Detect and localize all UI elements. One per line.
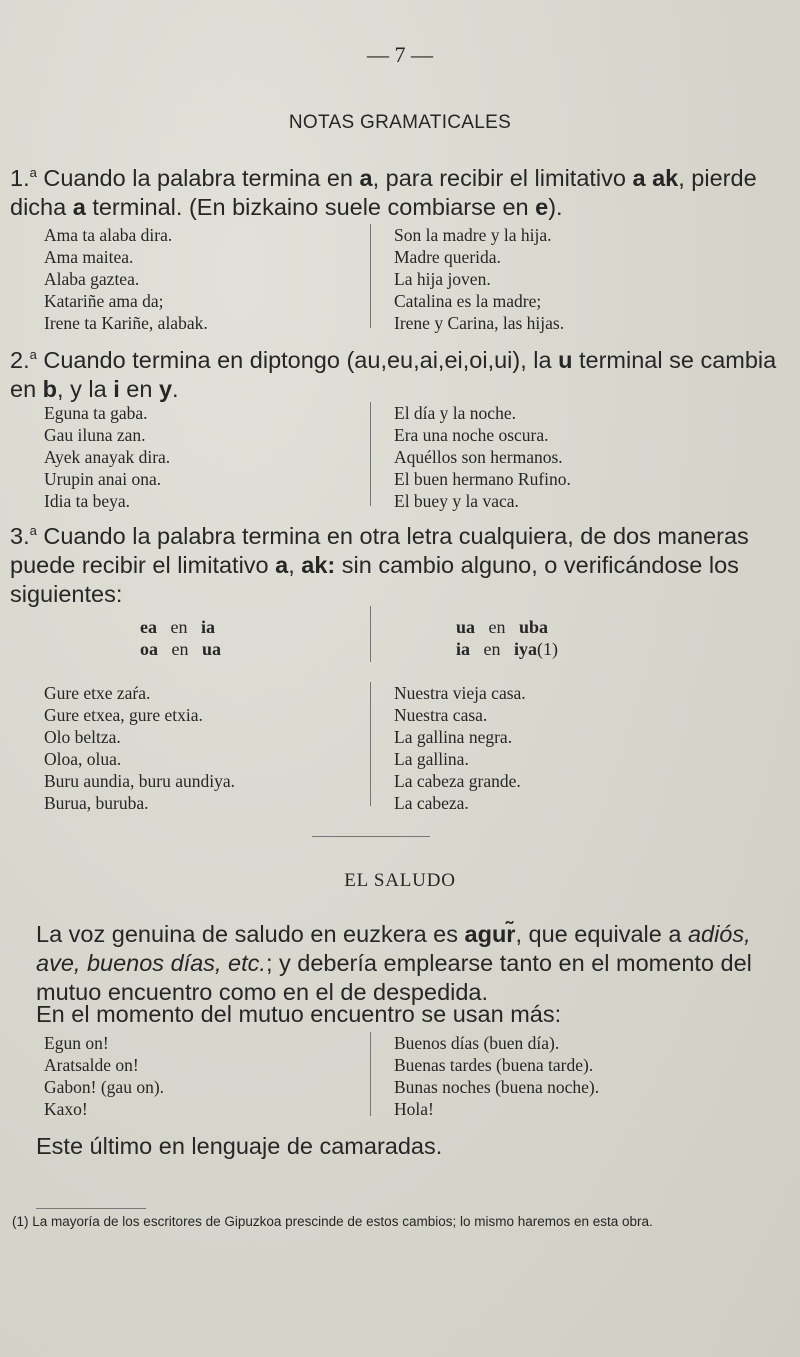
vowel-changes-table — [44, 606, 784, 666]
footnote: (1) La mayoría de los escritores de Gipuzkoa prescinde de estos cambios; lo mismo haremos en esta obra. — [12, 1214, 653, 1229]
saludo-paragraph-2: En el momento del mutuo encuentro se usan más: — [36, 1001, 562, 1027]
saludo-paragraph-3: Este último en lenguaje de camaradas. — [36, 1133, 443, 1159]
example-line: Burua, buruba. — [44, 793, 149, 813]
greeting-line: Kaxo! — [44, 1099, 88, 1119]
example-table-2 — [44, 402, 784, 514]
greeting-line: Egun on! — [44, 1033, 109, 1053]
greetings-table — [44, 1032, 784, 1124]
change-rule: ua en uba — [456, 617, 549, 637]
example-table-3 — [44, 682, 784, 812]
spanish-column — [394, 682, 784, 814]
page-title: NOTAS GRAMATICALES — [288, 112, 512, 133]
footnote-marker: (1) — [537, 639, 559, 659]
note-3-paragraph: 3.$^a$ Cuando la palabra termina en otra letra cualquiera, de dos maneras puede recibir el limitativo a, ak: sin cambio alguno, o verificándose los siguientes: — [10, 522, 749, 607]
example-table-1 — [44, 224, 784, 336]
section-divider — [312, 836, 430, 837]
example-line: Idia ta beya. — [44, 491, 130, 511]
translation-line: Era una noche oscura. — [394, 425, 549, 445]
note-number: 3. — [10, 522, 30, 549]
change-rule: oa en ua — [140, 639, 222, 659]
example-line: Buru aundia, buru aundiya. — [44, 771, 235, 791]
example-line: Ama maitea. — [44, 247, 134, 267]
note-1-paragraph: 1.$^a$ Cuando la palabra termina en a, para recibir el limitativo a ak, pierde dicha a terminal. (En bizkaino suele combiarse en e). — [10, 164, 757, 220]
example-line: Oloa, olua. — [44, 749, 122, 769]
euskera-column — [44, 1032, 364, 1120]
translation-line: Buenos días (buen día). — [394, 1033, 560, 1053]
translation-line: Hola! — [394, 1099, 434, 1119]
translation-line: La cabeza grande. — [394, 771, 521, 791]
spanish-column — [394, 1032, 784, 1120]
translation-line: Catalina es la madre; — [394, 291, 542, 311]
example-line: Ama ta alaba dira. — [44, 225, 173, 245]
spanish-column — [394, 224, 784, 334]
translation-line: El buen hermano Rufino. — [394, 469, 571, 489]
column-divider — [370, 224, 371, 328]
translation-line: Aquéllos son hermanos. — [394, 447, 563, 467]
example-line: Alaba gaztea. — [44, 269, 140, 289]
translation-line: El buey y la vaca. — [394, 491, 519, 511]
example-line: Gau iluna zan. — [44, 425, 146, 445]
column-divider — [370, 606, 371, 662]
example-line: Eguna ta gaba. — [44, 403, 148, 423]
greeting-line: Gabon! (gau on). — [44, 1077, 165, 1097]
greeting-line: Aratsalde on! — [44, 1055, 139, 1075]
translation-line: Madre querida. — [394, 247, 501, 267]
euskera-column — [44, 224, 364, 334]
page-number: — 7 — — [367, 42, 433, 67]
changes-right — [456, 616, 800, 660]
note-number: 2. — [10, 346, 30, 373]
column-divider — [370, 1032, 371, 1116]
change-rule: ia en iya(1) — [456, 639, 559, 659]
translation-line: Buenas tardes (buena tarde). — [394, 1055, 594, 1075]
euskera-column — [44, 682, 364, 814]
translation-line: La hija joven. — [394, 269, 491, 289]
change-rule: ea en ia — [140, 617, 216, 637]
column-divider — [370, 682, 371, 806]
translation-line: Bunas noches (buena noche). — [394, 1077, 600, 1097]
column-divider — [370, 402, 371, 506]
example-line: Katariñe ama da; — [44, 291, 164, 311]
translation-line: La cabeza. — [394, 793, 469, 813]
saludo-paragraph-1: La voz genuina de saludo en euzkera es agur̃, que equivale a adiós, ave, buenos días, etc.; y debería emplearse tanto en el momento del mutuo encuentro como en el de despedida. — [36, 921, 752, 1005]
example-line: Gure etxe zaŕa. — [44, 683, 151, 703]
euskera-column — [44, 402, 364, 512]
translation-line: Irene y Carina, las hijas. — [394, 313, 565, 333]
footnote-divider — [36, 1208, 146, 1209]
changes-left — [140, 616, 460, 660]
example-line: Irene ta Kariñe, alabak. — [44, 313, 208, 333]
note-number: 1. — [10, 164, 30, 191]
example-line: Gure etxea, gure etxia. — [44, 705, 203, 725]
example-line: Ayek anayak dira. — [44, 447, 171, 467]
example-line: Olo beltza. — [44, 727, 121, 747]
spanish-column — [394, 402, 784, 512]
translation-line: Nuestra vieja casa. — [394, 683, 526, 703]
translation-line: Son la madre y la hija. — [394, 225, 552, 245]
example-line: Urupin anai ona. — [44, 469, 162, 489]
note-2-paragraph: 2.$^a$ Cuando termina en diptongo (au,eu,ai,ei,oi,ui), la u terminal se cambia en b, y la i en y. — [10, 346, 777, 402]
translation-line: Nuestra casa. — [394, 705, 488, 725]
section-title: EL SALUDO — [344, 870, 456, 891]
translation-line: La gallina. — [394, 749, 469, 769]
translation-line: La gallina negra. — [394, 727, 513, 747]
translation-line: El día y la noche. — [394, 403, 516, 423]
